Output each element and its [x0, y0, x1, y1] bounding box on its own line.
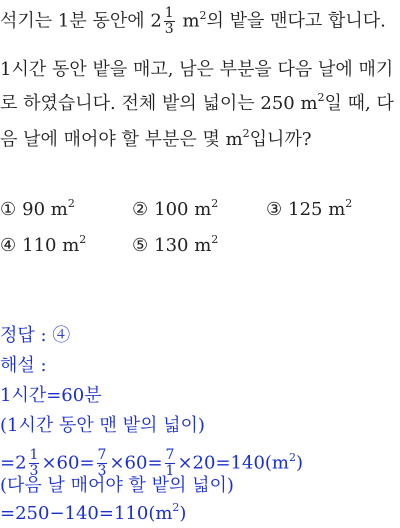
fraction: $\frac{1}{3}$	[164, 5, 174, 37]
fraction: $\frac{7}{3}$	[97, 447, 107, 479]
solution-step-3: =2 $\frac{1}{3}$ ×60= $\frac{7}{3}$ ×60= $\frac{7}{1}$ $\times 20=140(m^2)$	[0, 447, 304, 479]
solution-step-5: $=250-140=110(m^2)$	[0, 501, 187, 524]
fraction: $\frac{1}{3}$	[29, 447, 39, 479]
option-4[interactable]: ④ 110 $m^2$	[0, 233, 87, 256]
problem-line-1: 석기는 1분 동안에 2 $\frac{1}{3}$ $m^2$의 밭을 맨다고 합니다.	[0, 5, 386, 37]
solution-step-4: (다음 날 매어야 할 밭의 넓이)	[0, 475, 234, 496]
option-2[interactable]: ② 100 $m^2$	[132, 197, 219, 220]
option-3[interactable]: ③ 125 $m^2$	[266, 197, 353, 220]
option-5[interactable]: ⑤ 130 $m^2$	[132, 233, 219, 256]
answer-line: 정답 : ④	[0, 325, 71, 346]
solution-step-1: 1시간=60분	[0, 385, 102, 406]
solution-step-2: (1시간 동안 맨 밭의 넓이)	[0, 415, 205, 436]
problem-line-3: 로 하였습니다. 전체 밭의 넓이는 250 $m^2$일 때, 다	[0, 91, 394, 114]
solution-heading: 해설 :	[0, 355, 47, 376]
problem-line-4: 음 날에 매어야 할 부분은 몇 $m^2$입니까?	[0, 127, 312, 150]
fraction: $\frac{7}{1}$	[165, 447, 175, 479]
option-1[interactable]: ① 90 $m^2$	[0, 197, 75, 220]
problem-line-2: 1시간 동안 밭을 매고, 남은 부분을 다음 날에 매기	[0, 59, 394, 80]
